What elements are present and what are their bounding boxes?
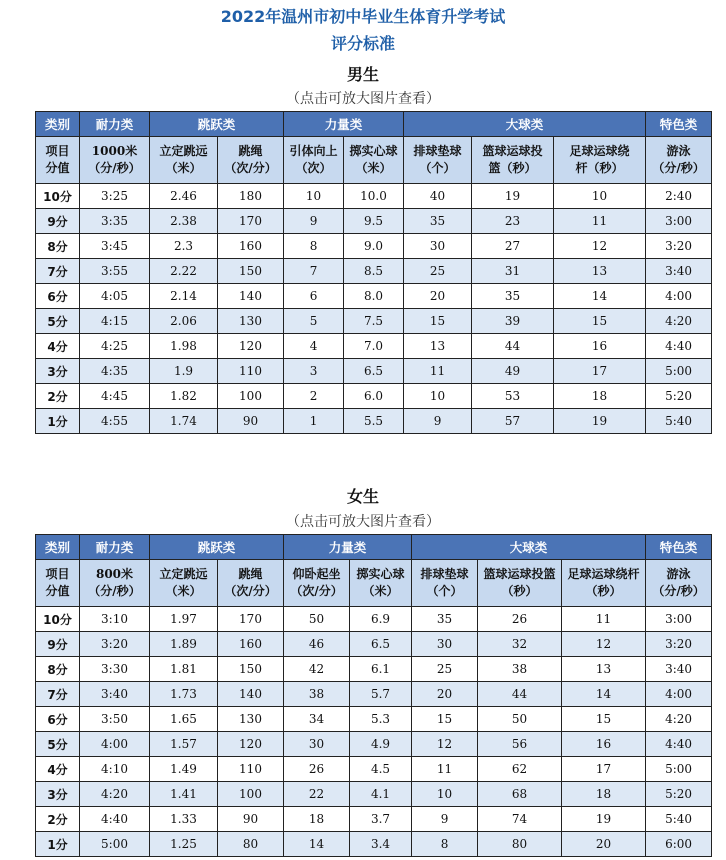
- table-row: [36, 309, 712, 334]
- table-row: [36, 782, 712, 807]
- value-cell: 23: [472, 209, 554, 234]
- table-row: [36, 632, 712, 657]
- value-cell: 49: [472, 359, 554, 384]
- value-cell: 120: [218, 732, 284, 757]
- value-cell: 10: [554, 184, 646, 209]
- value-cell: 57: [472, 409, 554, 434]
- value-cell: 1.49: [150, 757, 218, 782]
- value-cell: 9.5: [344, 209, 404, 234]
- value-cell: 3:30: [80, 657, 150, 682]
- value-cell: 20: [562, 832, 646, 857]
- table-row: [36, 409, 712, 434]
- value-cell: 30: [284, 732, 350, 757]
- value-cell: 19: [554, 409, 646, 434]
- table-row: [36, 732, 712, 757]
- value-cell: 1.89: [150, 632, 218, 657]
- table-row: [36, 657, 712, 682]
- value-cell: 3:40: [646, 259, 712, 284]
- value-cell: 2.46: [150, 184, 218, 209]
- value-cell: 5.5: [344, 409, 404, 434]
- value-cell: 38: [478, 657, 562, 682]
- score-cell: 5分: [36, 309, 80, 334]
- value-cell: 1.73: [150, 682, 218, 707]
- value-cell: 15: [412, 707, 478, 732]
- value-cell: 5:00: [80, 832, 150, 857]
- value-cell: 4.5: [350, 757, 412, 782]
- category-jumping: 跳跃类: [150, 112, 284, 137]
- value-cell: 35: [472, 284, 554, 309]
- value-cell: 1.25: [150, 832, 218, 857]
- value-cell: 26: [284, 757, 350, 782]
- score-cell: 10分: [36, 607, 80, 632]
- value-cell: 15: [404, 309, 472, 334]
- value-cell: 10: [284, 184, 344, 209]
- value-cell: 4:10: [80, 757, 150, 782]
- value-cell: 56: [478, 732, 562, 757]
- page-subtitle: 评分标准: [330, 34, 395, 53]
- value-cell: 1.9: [150, 359, 218, 384]
- value-cell: 18: [284, 807, 350, 832]
- table-row: [36, 184, 712, 209]
- category-strength: 力量类: [284, 535, 412, 560]
- score-cell: 9分: [36, 632, 80, 657]
- unit-cell: 跳绳 （次/分）: [218, 137, 284, 184]
- value-cell: 1.57: [150, 732, 218, 757]
- score-cell: 6分: [36, 707, 80, 732]
- score-cell: 4分: [36, 757, 80, 782]
- value-cell: 5:40: [646, 807, 712, 832]
- value-cell: 19: [472, 184, 554, 209]
- value-cell: 5:20: [646, 782, 712, 807]
- value-cell: 25: [404, 259, 472, 284]
- value-cell: 130: [218, 707, 284, 732]
- value-cell: 3:55: [80, 259, 150, 284]
- value-cell: 5:00: [646, 757, 712, 782]
- category-special: 特色类: [646, 535, 712, 560]
- unit-cell: 跳绳 （次/分）: [218, 560, 284, 607]
- value-cell: 4:15: [80, 309, 150, 334]
- value-cell: 34: [284, 707, 350, 732]
- value-cell: 3:20: [646, 234, 712, 259]
- value-cell: 160: [218, 234, 284, 259]
- value-cell: 22: [284, 782, 350, 807]
- value-cell: 4:00: [80, 732, 150, 757]
- score-cell: 3分: [36, 782, 80, 807]
- unit-cell: 项目 分值: [36, 560, 80, 607]
- category-label: 类别: [36, 535, 80, 560]
- table-row: [36, 334, 712, 359]
- value-cell: 10.0: [344, 184, 404, 209]
- value-cell: 8: [412, 832, 478, 857]
- value-cell: 38: [284, 682, 350, 707]
- value-cell: 1.41: [150, 782, 218, 807]
- value-cell: 44: [472, 334, 554, 359]
- value-cell: 25: [412, 657, 478, 682]
- table-row: [36, 384, 712, 409]
- page-title: 2022年温州市初中毕业生体育升学考试: [220, 7, 506, 26]
- value-cell: 62: [478, 757, 562, 782]
- value-cell: 90: [218, 409, 284, 434]
- table-row: [36, 807, 712, 832]
- value-cell: 7.5: [344, 309, 404, 334]
- value-cell: 5:00: [646, 359, 712, 384]
- value-cell: 160: [218, 632, 284, 657]
- value-cell: 3:25: [80, 184, 150, 209]
- unit-cell: 排球垫球 （个）: [404, 137, 472, 184]
- category-ball-games: 大球类: [412, 535, 646, 560]
- value-cell: 3.4: [350, 832, 412, 857]
- category-endurance: 耐力类: [80, 535, 150, 560]
- value-cell: 1.82: [150, 384, 218, 409]
- unit-cell: 项目 分值: [36, 137, 80, 184]
- value-cell: 2.3: [150, 234, 218, 259]
- value-cell: 20: [412, 682, 478, 707]
- category-ball-games: 大球类: [404, 112, 646, 137]
- value-cell: 3:20: [646, 632, 712, 657]
- value-cell: 4:20: [646, 707, 712, 732]
- category-header-row: [36, 112, 712, 137]
- value-cell: 3:45: [80, 234, 150, 259]
- value-cell: 12: [412, 732, 478, 757]
- category-jumping: 跳跃类: [150, 535, 284, 560]
- value-cell: 3: [284, 359, 344, 384]
- unit-cell: 掷实心球 （米）: [350, 560, 412, 607]
- value-cell: 8.0: [344, 284, 404, 309]
- score-cell: 3分: [36, 359, 80, 384]
- table-row: [36, 209, 712, 234]
- unit-cell: 引体向上 （次）: [284, 137, 344, 184]
- value-cell: 31: [472, 259, 554, 284]
- value-cell: 46: [284, 632, 350, 657]
- category-label: 类别: [36, 112, 80, 137]
- value-cell: 3:10: [80, 607, 150, 632]
- value-cell: 12: [554, 234, 646, 259]
- value-cell: 14: [554, 284, 646, 309]
- score-cell: 7分: [36, 682, 80, 707]
- value-cell: 9: [412, 807, 478, 832]
- value-cell: 50: [478, 707, 562, 732]
- score-cell: 2分: [36, 807, 80, 832]
- value-cell: 4: [284, 334, 344, 359]
- value-cell: 32: [478, 632, 562, 657]
- value-cell: 4:20: [646, 309, 712, 334]
- female-score-table: [35, 534, 712, 857]
- value-cell: 130: [218, 309, 284, 334]
- value-cell: 30: [412, 632, 478, 657]
- value-cell: 4:40: [646, 334, 712, 359]
- value-cell: 4:05: [80, 284, 150, 309]
- value-cell: 4:45: [80, 384, 150, 409]
- value-cell: 26: [478, 607, 562, 632]
- value-cell: 11: [562, 607, 646, 632]
- value-cell: 4:55: [80, 409, 150, 434]
- value-cell: 110: [218, 757, 284, 782]
- table-row: [36, 234, 712, 259]
- value-cell: 30: [404, 234, 472, 259]
- unit-cell: 掷实心球 （米）: [344, 137, 404, 184]
- score-cell: 1分: [36, 409, 80, 434]
- value-cell: 6:00: [646, 832, 712, 857]
- value-cell: 6.9: [350, 607, 412, 632]
- value-cell: 5:40: [646, 409, 712, 434]
- value-cell: 19: [562, 807, 646, 832]
- value-cell: 6.1: [350, 657, 412, 682]
- value-cell: 74: [478, 807, 562, 832]
- value-cell: 4:00: [646, 284, 712, 309]
- value-cell: 7: [284, 259, 344, 284]
- value-cell: 100: [218, 384, 284, 409]
- value-cell: 2.14: [150, 284, 218, 309]
- value-cell: 35: [404, 209, 472, 234]
- item-unit-row: [36, 560, 712, 607]
- value-cell: 9.0: [344, 234, 404, 259]
- value-cell: 11: [404, 359, 472, 384]
- score-cell: 2分: [36, 384, 80, 409]
- value-cell: 1.97: [150, 607, 218, 632]
- value-cell: 3:00: [646, 209, 712, 234]
- value-cell: 11: [554, 209, 646, 234]
- value-cell: 15: [562, 707, 646, 732]
- unit-cell: 立定跳远 （米）: [150, 560, 218, 607]
- category-endurance: 耐力类: [80, 112, 150, 137]
- value-cell: 17: [554, 359, 646, 384]
- value-cell: 4:20: [80, 782, 150, 807]
- value-cell: 1.33: [150, 807, 218, 832]
- value-cell: 12: [562, 632, 646, 657]
- value-cell: 44: [478, 682, 562, 707]
- value-cell: 13: [404, 334, 472, 359]
- category-special: 特色类: [646, 112, 712, 137]
- value-cell: 53: [472, 384, 554, 409]
- value-cell: 1: [284, 409, 344, 434]
- unit-cell: 游泳 （分/秒）: [646, 560, 712, 607]
- value-cell: 140: [218, 682, 284, 707]
- value-cell: 6: [284, 284, 344, 309]
- table-row: [36, 607, 712, 632]
- value-cell: 180: [218, 184, 284, 209]
- value-cell: 2:40: [646, 184, 712, 209]
- value-cell: 1.74: [150, 409, 218, 434]
- table-row: [36, 832, 712, 857]
- value-cell: 2.38: [150, 209, 218, 234]
- score-cell: 8分: [36, 234, 80, 259]
- value-cell: 170: [218, 607, 284, 632]
- value-cell: 13: [562, 657, 646, 682]
- category-strength: 力量类: [284, 112, 404, 137]
- value-cell: 18: [554, 384, 646, 409]
- unit-cell: 800米 （分/秒）: [80, 560, 150, 607]
- value-cell: 4:25: [80, 334, 150, 359]
- female-section-heading: 女生: [346, 487, 379, 506]
- value-cell: 2: [284, 384, 344, 409]
- value-cell: 17: [562, 757, 646, 782]
- score-cell: 5分: [36, 732, 80, 757]
- value-cell: 1.81: [150, 657, 218, 682]
- value-cell: 50: [284, 607, 350, 632]
- value-cell: 14: [562, 682, 646, 707]
- value-cell: 3:35: [80, 209, 150, 234]
- unit-cell: 排球垫球 （个）: [412, 560, 478, 607]
- value-cell: 120: [218, 334, 284, 359]
- score-cell: 6分: [36, 284, 80, 309]
- value-cell: 5.3: [350, 707, 412, 732]
- value-cell: 35: [412, 607, 478, 632]
- value-cell: 68: [478, 782, 562, 807]
- value-cell: 16: [554, 334, 646, 359]
- value-cell: 6.5: [344, 359, 404, 384]
- value-cell: 14: [284, 832, 350, 857]
- table-row: [36, 682, 712, 707]
- male-enlarge-hint[interactable]: （点击可放大图片查看）: [286, 91, 440, 107]
- value-cell: 11: [412, 757, 478, 782]
- value-cell: 5:20: [646, 384, 712, 409]
- unit-cell: 足球运球绕杆 （秒）: [562, 560, 646, 607]
- value-cell: 10: [412, 782, 478, 807]
- value-cell: 39: [472, 309, 554, 334]
- item-unit-row: [36, 137, 712, 184]
- male-score-table: [35, 111, 712, 434]
- value-cell: 80: [478, 832, 562, 857]
- value-cell: 100: [218, 782, 284, 807]
- value-cell: 170: [218, 209, 284, 234]
- value-cell: 5: [284, 309, 344, 334]
- value-cell: 15: [554, 309, 646, 334]
- male-section-heading: 男生: [346, 65, 379, 84]
- category-header-row: [36, 535, 712, 560]
- unit-cell: 1000米 （分/秒）: [80, 137, 150, 184]
- unit-cell: 足球运球绕 杆（秒）: [554, 137, 646, 184]
- score-cell: 9分: [36, 209, 80, 234]
- score-cell: 1分: [36, 832, 80, 857]
- value-cell: 27: [472, 234, 554, 259]
- value-cell: 3:50: [80, 707, 150, 732]
- value-cell: 40: [404, 184, 472, 209]
- value-cell: 10: [404, 384, 472, 409]
- score-cell: 7分: [36, 259, 80, 284]
- value-cell: 90: [218, 807, 284, 832]
- unit-cell: 仰卧起坐 （次/分）: [284, 560, 350, 607]
- unit-cell: 立定跳远 （米）: [150, 137, 218, 184]
- table-row: [36, 259, 712, 284]
- value-cell: 6.0: [344, 384, 404, 409]
- score-cell: 4分: [36, 334, 80, 359]
- value-cell: 8: [284, 234, 344, 259]
- value-cell: 3:20: [80, 632, 150, 657]
- value-cell: 110: [218, 359, 284, 384]
- value-cell: 1.65: [150, 707, 218, 732]
- value-cell: 3:40: [80, 682, 150, 707]
- score-cell: 10分: [36, 184, 80, 209]
- value-cell: 2.22: [150, 259, 218, 284]
- score-cell: 8分: [36, 657, 80, 682]
- unit-cell: 游泳 （分/秒）: [646, 137, 712, 184]
- value-cell: 150: [218, 657, 284, 682]
- value-cell: 4:00: [646, 682, 712, 707]
- table-row: [36, 359, 712, 384]
- female-enlarge-hint[interactable]: （点击可放大图片查看）: [286, 514, 440, 530]
- value-cell: 9: [404, 409, 472, 434]
- value-cell: 13: [554, 259, 646, 284]
- value-cell: 3:00: [646, 607, 712, 632]
- unit-cell: 篮球运球投 篮（秒）: [472, 137, 554, 184]
- value-cell: 20: [404, 284, 472, 309]
- value-cell: 16: [562, 732, 646, 757]
- value-cell: 5.7: [350, 682, 412, 707]
- value-cell: 2.06: [150, 309, 218, 334]
- value-cell: 4:35: [80, 359, 150, 384]
- value-cell: 1.98: [150, 334, 218, 359]
- value-cell: 3.7: [350, 807, 412, 832]
- value-cell: 6.5: [350, 632, 412, 657]
- value-cell: 42: [284, 657, 350, 682]
- value-cell: 140: [218, 284, 284, 309]
- value-cell: 9: [284, 209, 344, 234]
- table-row: [36, 757, 712, 782]
- table-row: [36, 284, 712, 309]
- unit-cell: 篮球运球投篮 （秒）: [478, 560, 562, 607]
- value-cell: 4.9: [350, 732, 412, 757]
- value-cell: 18: [562, 782, 646, 807]
- value-cell: 150: [218, 259, 284, 284]
- value-cell: 4.1: [350, 782, 412, 807]
- value-cell: 8.5: [344, 259, 404, 284]
- value-cell: 7.0: [344, 334, 404, 359]
- value-cell: 3:40: [646, 657, 712, 682]
- value-cell: 4:40: [646, 732, 712, 757]
- table-row: [36, 707, 712, 732]
- value-cell: 80: [218, 832, 284, 857]
- value-cell: 4:40: [80, 807, 150, 832]
